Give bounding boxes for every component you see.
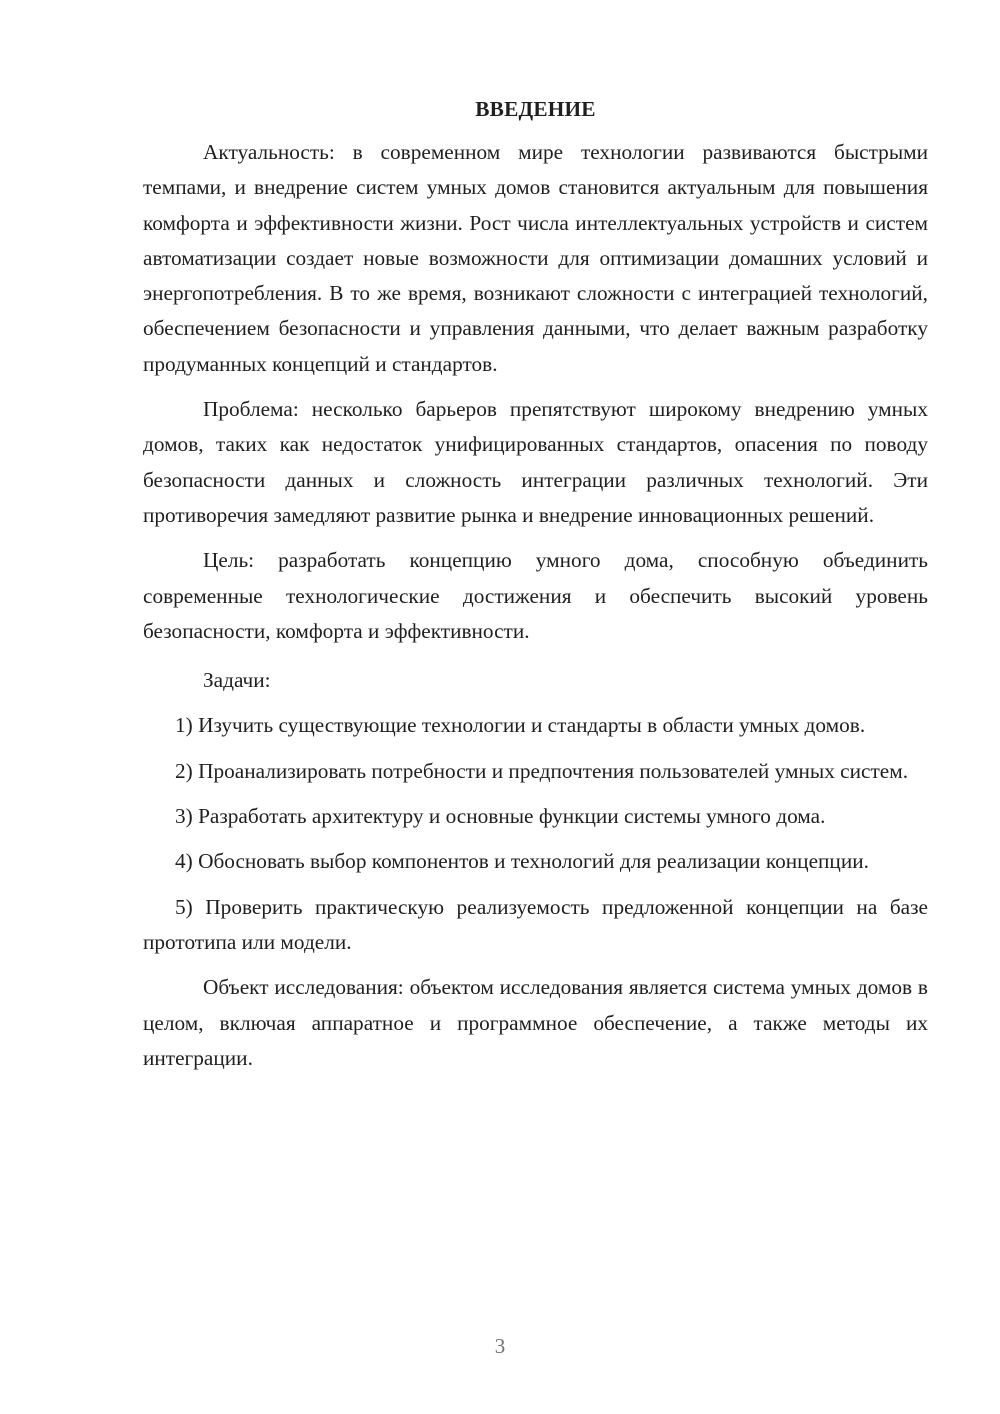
document-content: [143, 92, 928, 1086]
task-item: 4) Обосновать выбор компонентов и технологий для реализации концепции.: [175, 849, 869, 874]
page-title: ВВЕДЕНИЕ: [475, 97, 596, 121]
task-item: 2) Проанализировать потребности и предпочтения пользователей умных систем.: [175, 758, 909, 783]
tasks-heading: Задачи:: [203, 668, 271, 693]
task-item: 1) Изучить существующие технологии и стандарты в области умных домов.: [175, 713, 866, 738]
paragraph-problem: Проблема: несколько барьеров препятствуют широкому внедрению умных домов, таких как недостаток унифицированных стандартов, опасения по поводу безопасности данных и сложность интеграции различных технологий. Эти противоречия замедляют развитие рынка и внедрение инновационных решений.: [143, 397, 928, 527]
paragraph-goal: Цель: разработать концепцию умного дома, способную объединить современные технологические достижения и обеспечить высокий уровень безопасности, комфорта и эффективности.: [143, 548, 928, 643]
page-number: 3: [494, 1334, 506, 1358]
task-item: 3) Разработать архитектуру и основные функции системы умного дома.: [175, 804, 826, 829]
paragraph-relevance: Актуальность: в современном мире технологии развиваются быстрыми темпами, и внедрение систем умных домов становится актуальным для повышения комфорта и эффективности жизни. Рост числа интеллектуальных устройств и систем автоматизации создает новые возможности для оптимизации домашних условий и энергопотребления. В то же время, возникают сложности с интеграцией технологий, обеспечением безопасности и управления данными, что делает важным разработку продуманных концепций и стандартов.: [143, 140, 928, 376]
task-item: 5) Проверить практическую реализуемость предложенной концепции на базе прототипа или модели.: [143, 894, 928, 954]
paragraph-research-object: Объект исследования: объектом исследования является система умных домов в целом, включая аппаратное и программное обеспечение, а также методы их интеграции.: [143, 975, 928, 1070]
tasks-list: [143, 708, 928, 960]
